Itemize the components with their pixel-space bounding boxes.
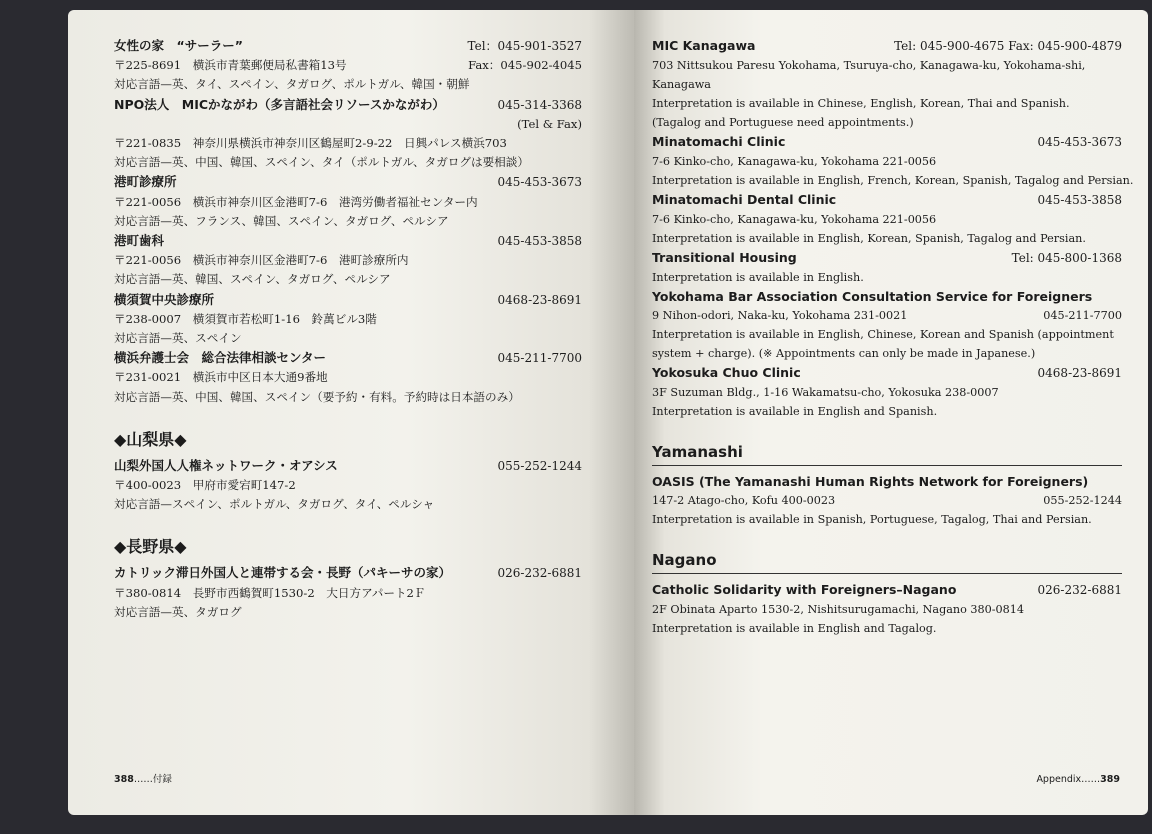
entry-line [114,584,582,603]
entry-line [652,268,1122,287]
entry-line [114,212,582,231]
directory-entry [652,190,1122,248]
phone-number: 0468-23-8691 [497,292,582,307]
directory-entry [652,248,1122,287]
folio-label: ……付録 [133,774,172,785]
directory-entry [114,290,582,349]
page-folio-right [1036,774,1120,785]
entry-aside: Fax：045-902-4045 [468,58,582,73]
organization-name: 山梨外国人人権ネットワーク・オアシス [114,457,338,473]
entry-text: system + charge). (※ Appointments can only be made in Japanese.) [652,347,1036,360]
directory-entry [114,95,582,173]
entry-heading [114,456,582,476]
entry-text: 対応言語—英、中国、韓国、スペイン、タイ（ポルトガル、タガログは要相談） [114,155,529,170]
entry-text: 対応言語—英、韓国、スペイン、タガログ、ペルシア [114,272,391,287]
entry-heading [114,348,582,368]
organization-name: Minatomachi Dental Clinic [652,192,837,207]
section-heading-nagano: Nagano [652,551,1122,574]
entry-line [652,229,1122,248]
entry-heading [652,580,1122,600]
entry-text: Interpretation is available in English, French, Korean, Spanish, Tagalog and Persian. [652,174,1134,187]
entry-text: Interpretation is available in Spanish, Portuguese, Tagalog, Thai and Persian. [652,513,1092,526]
directory-entry [114,36,582,95]
directory-entry [114,231,582,290]
entry-line [114,329,582,348]
section-heading-nagano: ◆長野県◆ [114,537,187,557]
entry-line [114,310,582,329]
entry-text: Kanagawa [652,78,711,91]
entry-line [652,75,1122,94]
entry-heading [652,36,1122,56]
phone-number: 045-453-3673 [1037,135,1122,149]
phone-number: 045-314-3368 [497,97,582,112]
entry-heading [114,95,582,115]
page-number: 389 [1100,774,1120,785]
entry-text: Interpretation is available in English and Tagalog. [652,622,937,635]
entry-line [652,510,1122,529]
organization-name: 横須賀中央診療所 [114,291,215,307]
entry-aside: 055-252-1244 [1043,494,1122,507]
entry-text: 対応言語—英、中国、韓国、スペイン（要予約・有料。予約時は日本語のみ） [114,389,520,404]
phone-number: 045-453-3858 [1037,193,1122,207]
entry-text: (Tagalog and Portuguese need appointments.) [652,116,914,129]
entry-heading [652,287,1122,306]
page-number: 388 [114,774,134,785]
organization-name: Catholic Solidarity with Foreigners–Nagano [652,582,957,597]
entry-line [652,94,1122,113]
entry-heading [652,248,1122,268]
directory-entry [652,132,1134,190]
directory-entry [114,563,582,622]
entry-line [652,113,1122,132]
entry-heading [652,132,1122,152]
entry-line [652,210,1122,229]
entry-line [114,115,582,134]
entry-text: 対応言語—英、スペイン [114,331,242,346]
entry-text: 〒221-0056 横浜市神奈川区金港町7-6 港町診療所内 [114,253,409,268]
organization-name: 横浜弁護士会 総合法律相談センター [114,350,327,366]
entry-text: 〒238-0007 横須賀市若松町1-16 鈴萬ビル3階 [114,311,377,326]
organization-name: NPO法人 MICかながわ（多言語社会リソースかながわ） [114,96,445,112]
phone-number: 026-232-6881 [497,566,582,581]
entry-heading [114,172,582,192]
phone-number: 055-252-1244 [497,458,582,473]
organization-name: 港町診療所 [114,174,177,190]
phone-number: 045-211-7700 [497,351,582,366]
directory-entry [114,172,582,231]
right-page-content [652,36,1134,638]
organization-name: OASIS (The Yamanashi Human Rights Network for Foreigners) [652,474,1089,489]
entry-line [652,402,1122,421]
entry-text: 2F Obinata Aparto 1530-2, Nishitsurugamachi, Nagano 380-0814 [652,603,1025,616]
entry-line [652,56,1122,75]
organization-name: Transitional Housing [652,250,797,265]
entry-line [114,388,582,407]
entry-text: 7-6 Kinko-cho, Kanagawa-ku, Yokohama 221-0056 [652,213,937,226]
entry-line [652,600,1122,619]
left-page [68,10,634,815]
entry-text: 〒231-0021 横浜市中区日本大通9番地 [114,370,328,385]
phone-number: 026-232-6881 [1037,583,1122,597]
entry-text: 〒400-0023 甲府市愛宕町147-2 [114,478,296,493]
entry-line [114,368,582,387]
entry-heading [652,190,1122,210]
entry-line [652,152,1122,171]
entry-text: 対応言語—英、タイ、スペイン、タガログ、ポルトガル、韓国・朝鮮 [114,77,470,92]
entry-line [114,134,582,153]
entry-heading [114,563,582,583]
entry-text: 3F Suzuman Bldg., 1-16 Wakamatsu-cho, Yokosuka 238-0007 [652,386,999,399]
phone-number: 045-453-3858 [497,234,582,249]
entry-text: Interpretation is available in English, Korean, Spanish, Tagalog and Persian. [652,232,1086,245]
entry-line [652,619,1122,638]
phone-number: 045-453-3673 [497,175,582,190]
entry-line [114,193,582,212]
entry-text: Interpretation is available in Chinese, English, Korean, Thai and Spanish. [652,97,1070,110]
phone-number: Tel: 045-800-1368 [1011,251,1122,265]
entry-text: 〒380-0814 長野市西鶴賀町1530-2 大日方アパート2Ｆ [114,585,426,600]
organization-name: 女性の家 “サーラー” [114,38,243,53]
directory-entry [652,363,1122,421]
organization-name: Yokohama Bar Association Consultation Service for Foreigners [652,289,1093,304]
entry-line [652,171,1134,190]
entry-line [652,491,1122,510]
folio-label: Appendix…… [1036,774,1101,785]
left-entries-1 [114,36,582,407]
entry-line [652,306,1122,325]
entry-line [652,383,1122,402]
entry-line [114,56,582,75]
entry-text: Interpretation is available in English. [652,271,864,284]
directory-entry [652,287,1122,363]
entry-line [114,603,582,622]
entry-text: 〒221-0835 神奈川県横浜市神奈川区鶴屋町2-9-22 日興パレス横浜703 [114,136,507,151]
right-page [634,10,1148,815]
entry-aside: 045-211-7700 [1043,309,1122,322]
directory-entry [652,580,1122,638]
section-heading-yamanashi: Yamanashi [652,443,1122,466]
entry-text: Interpretation is available in English and Spanish. [652,405,938,418]
entry-text: 対応言語—英、フランス、韓国、スペイン、タガログ、ペルシア [114,213,449,228]
entry-line [114,153,582,172]
entry-text: 〒221-0056 横浜市神奈川区金港町7-6 港湾労働者福祉センター内 [114,194,478,209]
entry-text: 9 Nihon-odori, Naka-ku, Yokohama 231-0021 [652,309,908,322]
organization-name: Yokosuka Chuo Clinic [652,365,801,380]
entry-line [114,251,582,270]
right-entries-3 [652,580,1122,638]
entry-text: 対応言語—英、タガログ [114,604,242,619]
entry-heading [652,363,1122,383]
entry-aside: (Tel & Fax) [517,116,582,131]
entry-text: 703 Nittsukou Paresu Yokohama, Tsuruya-cho, Kanagawa-ku, Yokohama-shi, [652,59,1086,72]
phone-number: 0468-23-8691 [1037,366,1122,380]
left-entries-3 [114,563,582,622]
entry-line [652,325,1122,344]
right-entries-2 [652,472,1122,529]
directory-entry [652,472,1122,529]
entry-heading [652,472,1122,491]
entry-heading [114,36,582,56]
organization-name: Minatomachi Clinic [652,134,786,149]
directory-entry [652,36,1122,132]
phone-number: Tel: 045-900-4675 Fax: 045-900-4879 [894,39,1122,53]
entry-line [114,476,582,495]
entry-text: Interpretation is available in English, Chinese, Korean and Spanish (appointment [652,328,1114,341]
directory-entry [114,456,582,515]
entry-text: 〒225-8691 横浜市青葉郵便局私書箱13号 [114,58,347,73]
entry-line [652,344,1122,363]
organization-name: カトリック滞日外国人と連帯する会・長野（パキーサの家） [114,565,452,581]
directory-entry [114,348,582,407]
section-heading-yamanashi: ◆山梨県◆ [114,429,187,449]
organization-name: 港町歯科 [114,233,165,249]
page-folio-left [114,771,172,785]
entry-line [114,75,582,94]
phone-number: Tel：045-901-3527 [467,39,582,53]
entry-text: 7-6 Kinko-cho, Kanagawa-ku, Yokohama 221-0056 [652,155,937,168]
entry-line [114,495,582,514]
organization-name: MIC Kanagawa [652,38,756,53]
left-entries-2 [114,456,582,515]
entry-line [114,270,582,289]
right-entries-1 [652,36,1134,421]
entry-heading [114,231,582,251]
entry-text: 対応言語—スペイン、ポルトガル、タガログ、タイ、ペルシャ [114,497,435,512]
left-page-content [114,36,582,622]
entry-text: 147-2 Atago-cho, Kofu 400-0023 [652,494,836,507]
entry-heading [114,290,582,310]
